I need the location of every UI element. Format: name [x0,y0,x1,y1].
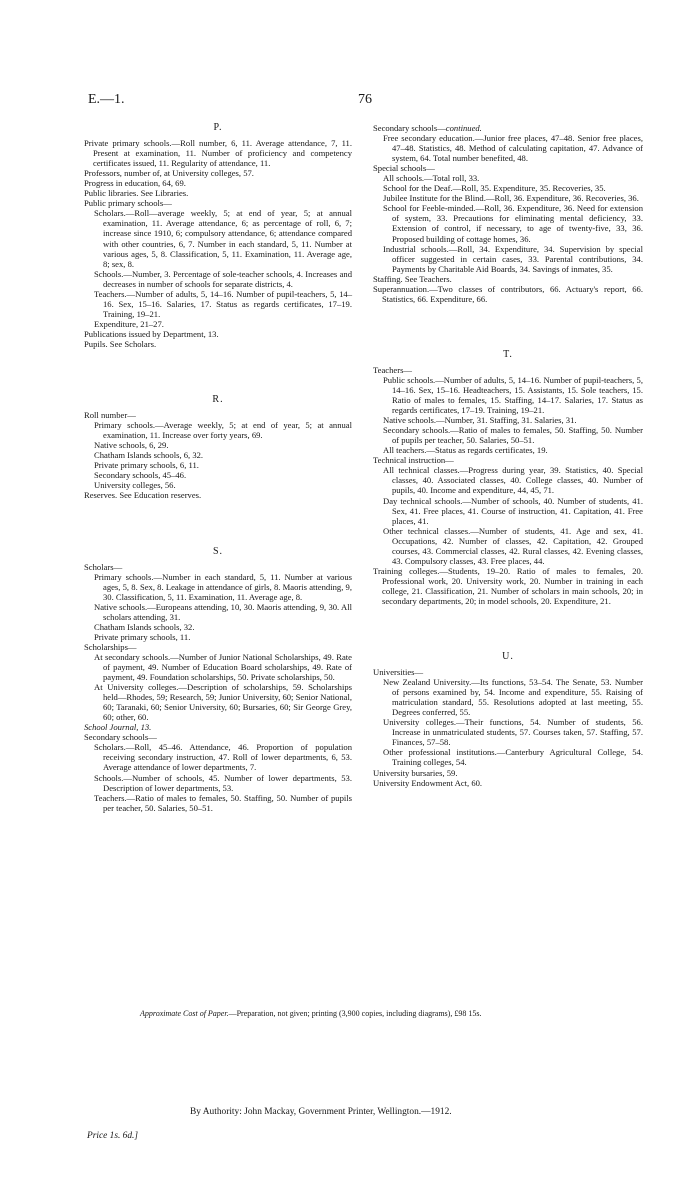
index-entry: Public schools.—Number of adults, 5, 14–16. Number of pupil-teachers, 5, 14–16. Sex, 15–16. Headteachers, 15. Assistants, 15. Sole teachers, 15. Ratio of males to females, 15. Staffing, 14–17. Salaries, 17. Status as regards certificates, 17–19. Training, 19–21. [383,374,643,416]
index-entry: Private primary schools, 11. [94,631,191,642]
entry-list [84,138,352,349]
index-entry: Scholarships— [84,641,137,652]
index-entry: All technical classes.—Progress during year, 39. Statistics, 40. Special classes, 40. Associated classes, 40. College classes, 40. Number of pupils, 40. Income and expenditure, 44, 45, 71. [383,465,643,496]
entry-list [373,667,643,788]
entry-list [373,123,643,304]
index-section-s [84,547,352,813]
index-entry: Training colleges.—Students, 19–20. Ratio of males to females, 20. Professional work, 20. University work, 20. Number in training in each college, 21. Classification, 21. Number of scholars in main schools, 20; in secondary departments, 20; in model schools, 20. Expenditure, 21. [373,565,643,606]
index-entry: Secondary schools— [84,732,157,743]
cost-note [140,1009,640,1018]
index-entry: Day technical schools.—Number of schools, 40. Number of students, 41. Sex, 41. Free places, 41. Course of instruction, 41. Capitation, 41. Free places, 41. [383,495,643,526]
index-entry: University Endowment Act, 60. [373,777,483,788]
index-section-p [84,123,352,349]
index-entry: Schools.—Number, 3. Percentage of sole-teacher schools, 4. Increases and decreases in number of schools for separate districts, 4. [94,268,352,289]
index-entry: Staffing. See Teachers. [373,273,452,284]
index-entry: Scholars— [84,561,123,572]
page-number: 76 [358,92,372,107]
index-entry: School for Feeble-minded.—Roll, 36. Expenditure, 36. Need for extension of system, 33. Precautions for eliminating mental deficiency, 33. Extension of control, if necessary, to age of twenty-five, 33, 36. Proposed building of cottage homes, 36. [383,203,643,244]
section-letter: T. [503,348,513,360]
index-entry: University bursaries, 59. [373,767,458,778]
price-note: Price 1s. 6d.] [87,1131,139,1141]
index-entry: Primary schools.—Average weekly, 5; at end of year, 5; at annual examination, 11. Increase over forty years, 69. [94,420,352,441]
index-entry: All schools.—Total roll, 33. [383,173,480,184]
index-entry: Special schools— [373,163,435,174]
index-entry: Expenditure, 21–27. [94,318,164,329]
index-entry: All teachers.—Status as regards certificates, 19. [383,445,548,456]
index-entry: Secondary schools, 45–46. [94,470,187,481]
index-entry: Public libraries. See Libraries. [84,188,189,199]
index-entry: Other professional institutions.—Canterbury Agricultural College, 54. Training colleges, 54. [383,747,643,768]
index-section-u [373,652,643,788]
cost-note-lead: Approximate Cost of Paper. [140,1009,229,1018]
index-entry: Reserves. See Education reserves. [84,490,202,501]
index-entry: Chatham Islands schools, 6, 32. [94,450,204,461]
index-entry: Other technical classes.—Number of students, 41. Age and sex, 41. Occupations, 42. Number of classes, 42. Capitation, 42. Grouped courses, 43. Commercial classes, 42. Rural classes, 42. Evening classes, 43. Compulsory classes, 43. Free places, 44. [383,525,643,566]
right-column [373,123,643,788]
index-entry: Private primary schools.—Roll number, 6, 11. Average attendance, 7, 11. Present at examination, 11. Number of proficiency and competency certificates issued, 11. Regularity of attendance, 11. [84,138,352,169]
report-code: E.—1. [88,92,125,107]
index-section-t [373,350,643,606]
entry-list [84,562,352,813]
index-entry: Publications issued by Department, 13. [84,328,219,339]
section-letter: S. [212,545,224,557]
index-entry: Free secondary education.—Junior free places, 47–48. Senior free places, 47–48. Statistics, 48. Method of calculating capitation, 47. Advance of system, 64. Total number benefited, 48. [383,133,643,164]
index-entry: Roll number— [84,410,136,421]
index-entry: Secondary schools—continued. [373,123,482,133]
index-entry: Public primary schools— [84,198,172,209]
index-entry: University colleges.—Their functions, 54. Number of students, 56. Increase in unmatriculated students, 57. Courses taken, 57. Staffing, 57. Finances, 57–58. [383,717,643,748]
printer-authority: By Authority: John Mackay, Government Printer, Wellington.—1912. [190,1107,452,1117]
index-entry: Universities— [373,667,424,678]
index-entry: Primary schools.—Number in each standard, 5, 11. Number at various ages, 5, 8. Sex, 8. Leakage in attendance of girls, 8. Maoris attending, 9, 30. Classification, 5, 11. Examination, 11. Average age, 8. [94,571,352,602]
index-entry: Native schools, 6, 29. [94,440,169,451]
index-section-r [84,395,352,500]
section-letter: P. [213,122,223,133]
section-letter: U. [502,651,514,663]
page-header [88,92,618,108]
index-entry: Industrial schools.—Roll, 34. Expenditure, 34. Supervision by special officer suggested in certain cases, 33. Parental contributions, 34. Payments by Charitable Aid Boards, 34. Savings of inmates, 35. [383,243,643,274]
index-entry: Native schools.—Europeans attending, 10, 30. Maoris attending, 9, 30. All scholars attending, 31. [94,601,352,622]
index-entry: Schools.—Number of schools, 45. Number of lower departments, 53. Description of lower departments, 53. [94,772,352,793]
index-entry: Jubilee Institute for the Blind.—Roll, 36. Expenditure, 36. Recoveries, 36. [383,193,639,204]
index-entry: Professors, number of, at University colleges, 57. [84,168,254,179]
index-entry: At secondary schools.—Number of Junior National Scholarships, 49. Rate of payment, 49. Number of Education Board scholarships, 49. Rate of payment, 49. Foundation scholarships, 50. Private scholarships, 50. [94,651,352,683]
index-entry: Teachers.—Ratio of males to females, 50. Staffing, 50. Number of pupils per teacher, 50. Salaries, 50–51. [94,792,352,813]
index-entry: New Zealand University.—Its functions, 53–54. The Senate, 53. Number of persons examined by, 54. Income and expenditure, 55. Raising of matriculation standard, 55. Resolutions adopted at last meeting, 55. Degrees conferred, 55. [383,677,643,718]
index-entry: At University colleges.—Description of scholarships, 59. Scholarships held—Rhodes, 59; Research, 59; Junior University, 60; Senior National, 60; Taranaki, 60; Senior University, 60; Bursaries, 60; Sir George Grey, 60; other, 60. [94,682,352,723]
index-entry: Private primary schools, 6, 11. [94,460,199,471]
index-entry: Native schools.—Number, 31. Staffing, 31. Salaries, 31. [383,415,577,426]
entry-list [84,410,352,500]
index-entry: Chatham Islands schools, 32. [94,621,195,632]
index-entry: Scholars.—Roll—average weekly, 5; at end of year, 5; at annual examination, 11. Average attendance, 6; as percentage of roll, 6, 7; increase since 1910, 6; compulsory attendance, 6; attendance compared with other countries, 6, 7. Number in each standard, 5, 11. Number at various ages, 5, 8. Classification, 5, 11. Examination, 11. Average age, 8; sex, 8. [94,208,352,269]
cost-note-text: —Preparation, not given; printing (3,900 copies, including diagrams), £98 15s. [228,1009,482,1018]
index-entry: Progress in education, 64, 69. [84,178,186,189]
index-entry: Superannuation.—Two classes of contributors, 66. Actuary's report, 66. Statistics, 66. Expenditure, 66. [373,283,643,304]
index-entry: Scholars.—Roll, 45–46. Attendance, 46. Proportion of population receiving secondary instruction, 47. Roll of lower departments, 6, 53. Average attendance of lower departments, 7. [94,742,352,773]
index-section-s-continued [373,123,643,304]
section-letter: R. [212,394,224,406]
index-entry: University colleges, 56. [94,480,176,491]
index-entry: School Journal, 13. [84,722,152,733]
index-entry: School for the Deaf.—Roll, 35. Expenditure, 35. Recoveries, 35. [383,183,606,194]
index-entry: Teachers— [373,364,413,375]
left-column [84,123,352,813]
index-entry: Teachers.—Number of adults, 5, 14–16. Number of pupil-teachers, 5, 14–16. Sex, 15–16. Salaries, 17. Status as regards certificates, 17–19. Training, 19–21. [94,288,352,319]
index-entry: Pupils. See Scholars. [84,338,157,349]
entry-list [373,365,643,606]
index-entry: Technical instruction— [373,455,454,466]
index-entry: Secondary schools.—Ratio of males to females, 50. Staffing, 50. Number of pupils per teacher, 50. Salaries, 50–51. [383,425,643,446]
